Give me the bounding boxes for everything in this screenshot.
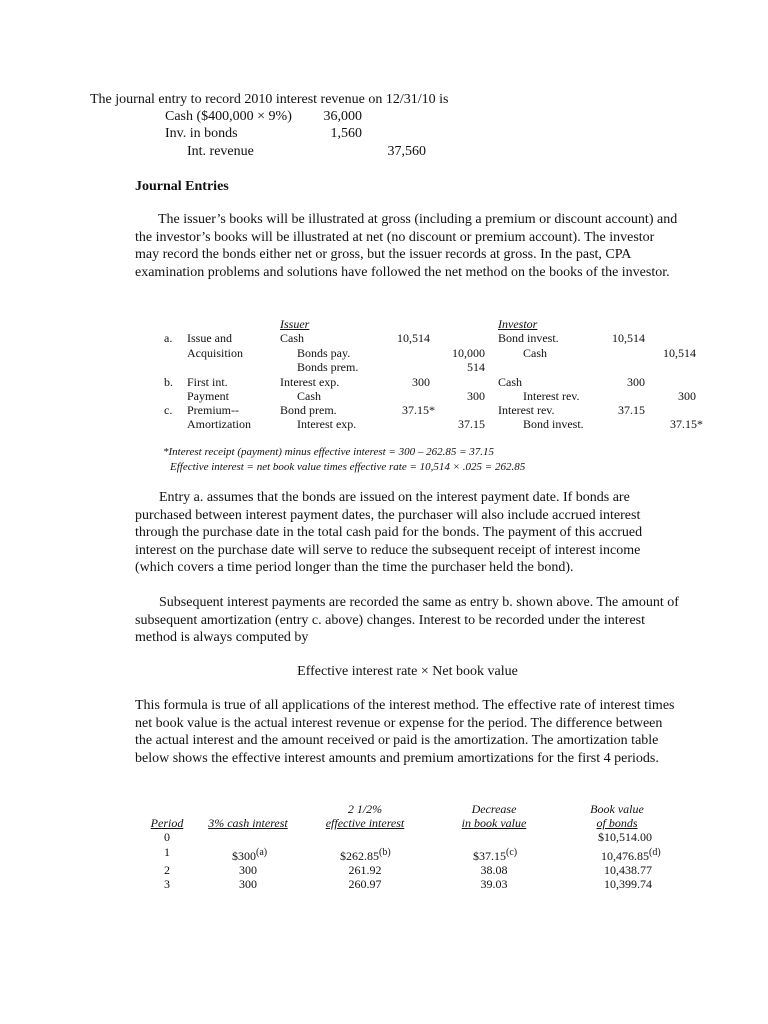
issuer-credit: 300 xyxy=(467,389,485,403)
issuer-account: Interest exp. xyxy=(280,375,340,389)
issuer-account: Interest exp. xyxy=(297,417,357,431)
issuer-debit: 300 xyxy=(412,375,430,389)
issuer-debit: 37.15* xyxy=(402,403,435,417)
intro-line: The journal entry to record 2010 interest revenue on 12/31/10 is xyxy=(90,92,449,107)
header-effective-top: 2 1/2% xyxy=(347,802,383,816)
decrease-cell: 38.08 xyxy=(480,863,508,877)
period-cell: 0 xyxy=(164,830,170,844)
header-book-value: of bonds xyxy=(596,816,638,830)
header-decrease: in book value xyxy=(461,816,527,830)
entry-label: Issue and xyxy=(187,331,232,345)
issuer-account: Cash xyxy=(280,331,304,345)
effective-interest-cell: $262.85$^{(b)}$ xyxy=(340,847,391,863)
cash-interest-cell: 300 xyxy=(239,863,257,877)
investor-account: Bond invest. xyxy=(498,331,559,345)
header-book-top: Book value xyxy=(590,802,644,816)
footnote-effective-interest: Effective interest = net book value times effective rate = 10,514 × .025 = 262.85 xyxy=(170,461,526,473)
investor-debit: 10,514 xyxy=(612,331,645,345)
book-value-cell: 10,399.74 xyxy=(604,877,652,891)
issuer-account: Cash xyxy=(297,389,321,403)
entry-label: Premium-- xyxy=(187,403,239,417)
paragraph-subsequent: Subsequent interest payments are recorded the same as entry b. shown above. The amount of subsequent amortization (entry c. above) changes. Interest to be recorded under the interest method is always computed by xyxy=(135,595,679,645)
issuer-header: Issuer xyxy=(280,317,310,331)
effective-interest-cell: 261.92 xyxy=(348,863,382,877)
header-cash-interest: 3% cash interest xyxy=(208,816,288,830)
cash-interest-cell: $300$^{(a)}$ xyxy=(232,847,268,863)
intro-debit: 1,560 xyxy=(330,126,362,141)
issuer-account: Bonds prem. xyxy=(297,360,359,374)
decrease-cell: $37.15$^{(c)}$ xyxy=(473,847,518,863)
decrease-cell: 39.03 xyxy=(480,877,508,891)
entry-label: Amortization xyxy=(187,417,251,431)
paragraph-gross-net: The issuer’s books will be illustrated at gross (including a premium or discount account) and the investor’s books will be illustrated at net (no discount or premium account). The investor may record the bonds either net or gross, but the issuer records at gross. In the past, CPA examination problems and solutions have followed the net method on the books of the investor. xyxy=(135,212,678,280)
formula: Effective interest rate × Net book value xyxy=(297,664,518,679)
issuer-account: Bonds pay. xyxy=(297,346,351,360)
intro-account: Inv. in bonds xyxy=(165,126,238,141)
book-value-cell: $10,514.00 xyxy=(598,830,652,844)
investor-account: Interest rev. xyxy=(523,389,580,403)
period-cell: 3 xyxy=(164,877,170,891)
period-cell: 1 xyxy=(164,845,170,859)
section-heading: Journal Entries xyxy=(135,179,229,194)
book-value-cell: 10,438.77 xyxy=(604,863,652,877)
intro-debit: 36,000 xyxy=(323,109,362,124)
investor-debit: 300 xyxy=(627,375,645,389)
intro-account: Cash ($400,000 × 9%) xyxy=(165,109,292,124)
intro-credit: 37,560 xyxy=(387,144,426,159)
investor-header: Investor xyxy=(498,317,538,331)
investor-credit: 37.15* xyxy=(670,417,703,431)
paragraph-formula-explanation: This formula is true of all applications of the interest method. The effective rate of interest times net book value is the actual interest revenue or expense for the period. The difference between the actual interest and the amount received or paid is the amortization. The amortization table below shows the effective interest amounts and premium amortizations for the first 4 periods. xyxy=(135,698,675,766)
issuer-credit: 10,000 xyxy=(452,346,485,360)
entry-label: Payment xyxy=(187,389,229,403)
entry-letter: c. xyxy=(164,403,173,417)
issuer-debit: 10,514 xyxy=(397,331,430,345)
period-cell: 2 xyxy=(164,863,170,877)
header-effective-interest: effective interest xyxy=(325,816,405,830)
paragraph-entry-a: Entry a. assumes that the bonds are issued on the interest payment date. If bonds are purchased between interest payment dates, the purchaser will also include accrued interest through the purchase date in the total cash paid for the bonds. The payment of this accrued interest on the purchase date will serve to reduce the subsequent receipt of interest income (which covers a time period longer than the time the purchaser held the bond). xyxy=(135,490,643,575)
footnote-amortization: *Interest receipt (payment) minus effective interest = 300 – 262.85 = 37.15 xyxy=(163,446,495,458)
investor-debit: 37.15 xyxy=(618,403,645,417)
issuer-account: Bond prem. xyxy=(280,403,337,417)
issuer-credit: 37.15 xyxy=(458,417,485,431)
investor-credit: 10,514 xyxy=(663,346,696,360)
header-period: Period xyxy=(150,816,184,830)
entry-label: First int. xyxy=(187,375,228,389)
header-decrease-top: Decrease xyxy=(471,802,517,816)
investor-account: Cash xyxy=(498,375,522,389)
investor-account: Bond invest. xyxy=(523,417,584,431)
effective-interest-cell: 260.97 xyxy=(348,877,382,891)
cash-interest-cell: 300 xyxy=(239,877,257,891)
intro-account: Int. revenue xyxy=(187,144,254,159)
entry-label: Acquisition xyxy=(187,346,243,360)
entry-letter: a. xyxy=(164,331,173,345)
investor-credit: 300 xyxy=(678,389,696,403)
issuer-credit: 514 xyxy=(467,360,485,374)
book-value-cell: 10,476.85$^{(d)}$ xyxy=(601,847,661,863)
investor-account: Cash xyxy=(523,346,547,360)
entry-letter: b. xyxy=(164,375,173,389)
investor-account: Interest rev. xyxy=(498,403,555,417)
